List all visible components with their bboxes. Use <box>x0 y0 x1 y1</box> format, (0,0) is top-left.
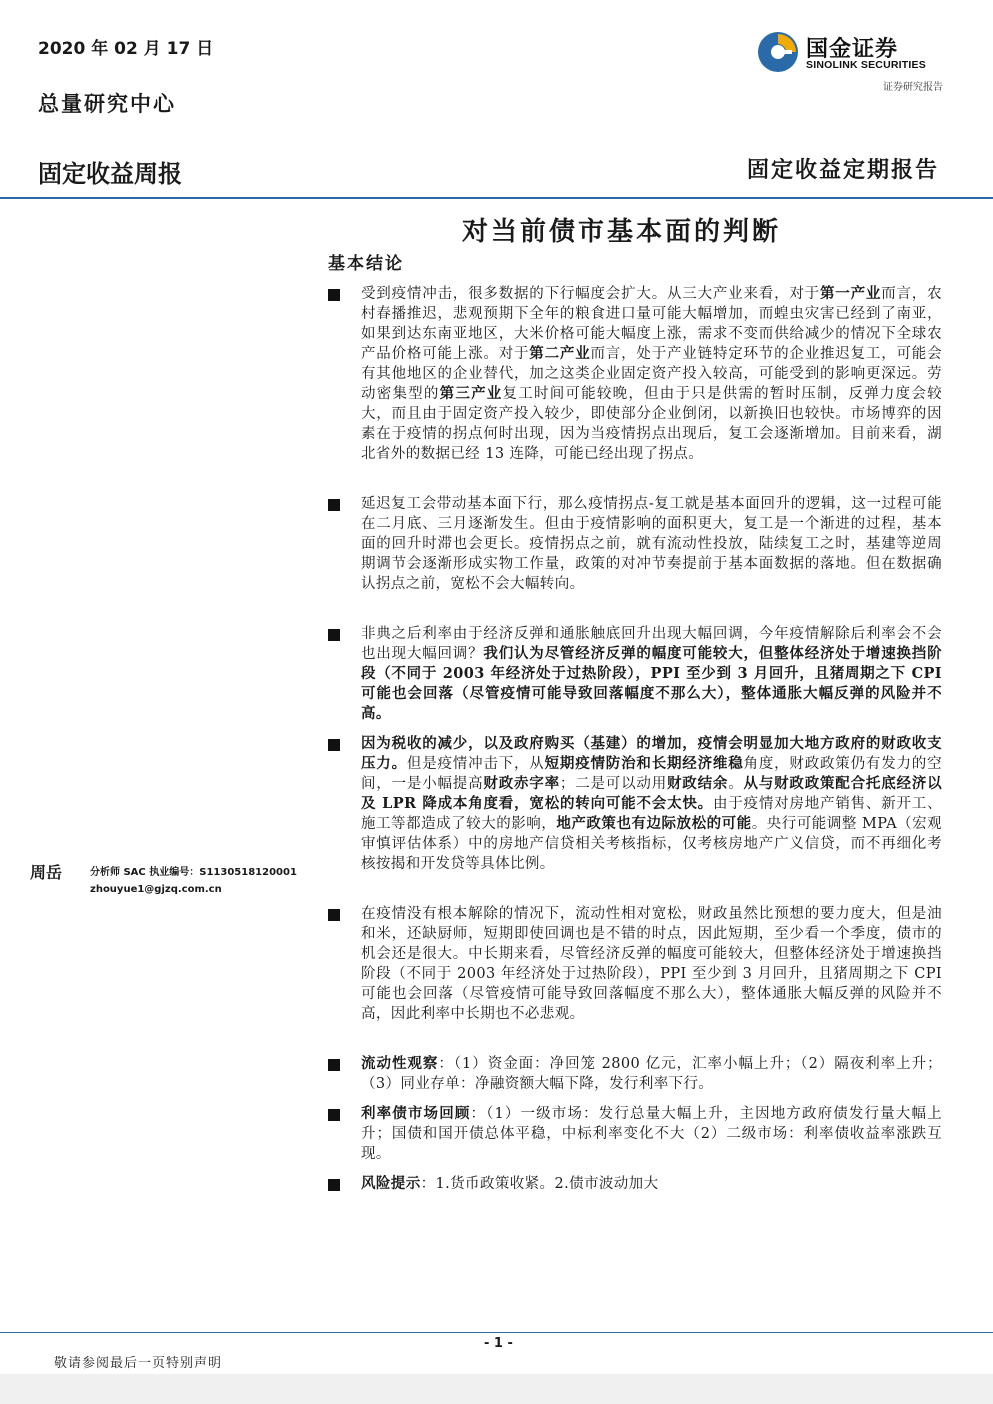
conclusion-paragraph <box>361 624 942 724</box>
emphasis-text: 第二产业 <box>529 345 591 362</box>
analyst-email[interactable]: zhouyue1@gjzq.com.cn <box>90 884 222 895</box>
logo-mark-icon <box>756 30 800 74</box>
bullet-icon <box>328 739 340 751</box>
emphasis-text: 短期疫情防治和长期经济维稳 <box>544 755 744 772</box>
logo-chinese-text: 国金证券 <box>806 37 899 62</box>
body-text: 受到疫情冲击，很多数据的下行幅度会扩大。从三大产业来看，对于 <box>361 286 820 302</box>
body-text: 。 <box>728 776 744 792</box>
body-text: 角度，财政政策仍有发力的空间，一是小幅提高 <box>361 756 943 792</box>
bullet-icon <box>328 499 340 511</box>
emphasis-text: 第三产业 <box>439 385 503 402</box>
report-category: 固定收益定期报告 <box>746 157 939 183</box>
bullet-icon <box>328 1059 340 1071</box>
body-text: 延迟复工会带动基本面下行，那么疫情拐点-复工就是基本面回升的逻辑，这一过程可能在二月底、三月逐渐发生。但由于疫情影响的面积更大，复工是一个渐进的过程，基本面的回升时滞也会更长。疫情拐点之前，就有流动性投放，陆续复工之时，基建等逆周期调节会逐渐形成实物工作量，政策的对冲节奏提前于基本面数据的落地。但在数据确认拐点之前，宽松不会大幅转向。 <box>361 496 942 592</box>
conclusion-paragraph <box>361 494 942 594</box>
bullet-icon <box>328 289 340 301</box>
emphasis-text: 风险提示 <box>361 1175 421 1192</box>
body-text: ：（1）资金面：净回笼 2800 亿元，汇率小幅上升；（2）隔夜利率上升；（3）同业存单：净融资额大幅下降，发行利率下行。 <box>361 1056 942 1092</box>
conclusion-paragraph <box>361 1174 942 1194</box>
analyst-sac-number: 分析师 SAC 执业编号：S1130518120001 <box>90 867 297 878</box>
conclusion-paragraph <box>361 904 942 1024</box>
body-text: ：（1）一级市场：发行总量大幅上升，主因地方政府债发行量大幅上升；国债和国开债总体平稳，中标利率变化不大（2）二级市场：利率债收益率涨跌互现。 <box>361 1106 942 1162</box>
department-name: 总量研究中心 <box>38 91 176 116</box>
bullet-icon <box>328 629 340 641</box>
body-text: 而言，农村春播推迟，悲观预期下全年的粮食进口量可能大幅增加，而蝗虫灾害已经到了南亚，如果到达东南亚地区，大米价格可能大幅度上涨，需求不变而供给减少的情况下全球农产品价格可能上涨。对于 <box>361 286 942 362</box>
body-text: 复工时间可能较晚，但由于只是供需的暂时压制，反弹力度会较大，而且由于固定资产投入较少，即使部分企业倒闭，以新换旧也较快。市场博弈的因素在于疫情的拐点何时出现，因为当疫情拐点出现后，复工会逐渐增加。目前来看，湖北省外的数据已经 13 连降，可能已经出现了拐点。 <box>361 386 942 462</box>
body-text: 但是疫情冲击下，从 <box>406 756 545 772</box>
footer-divider <box>0 1332 993 1333</box>
report-type: 固定收益周报 <box>38 160 182 188</box>
page-number: - 1 - <box>484 1336 513 1351</box>
bullet-icon <box>328 1109 340 1121</box>
report-date: 2020 年 02 月 17 日 <box>38 39 214 59</box>
body-text: 由于疫情对房地产销售、新开工、施工等都造成了较大的影响， <box>361 796 942 832</box>
conclusion-paragraph <box>361 734 942 874</box>
emphasis-text: 财政赤字率 <box>483 775 560 792</box>
analyst-info <box>90 864 297 898</box>
header-divider <box>0 197 993 199</box>
logo-english-text: SINOLINK SECURITIES <box>806 59 926 71</box>
body-text: 在疫情没有根本解除的情况下，流动性相对宽松，财政虽然比预想的要力度大，但是油和米，还缺厨师，短期即使回调也是不错的时点，因此短期，至少看一个季度，债市的机会还是很大。中长期来看，尽管经济反弹的幅度可能较大，但整体经济处于增速换挡阶段（不同于 2003 年经济处于过热阶段），PPI 至少到 3 月回升，且猪周期之下 CPI 可能也会回落（尽管疫情可能导致回落幅度不那么大），整体通胀大幅反弹的风险并不高，因此利率中长期也不必悲观。 <box>361 906 942 1022</box>
emphasis-text: 利率债市场回顾 <box>361 1105 471 1122</box>
analyst-name: 周岳 <box>30 863 63 882</box>
company-logo <box>756 30 946 78</box>
bullet-icon <box>328 909 340 921</box>
conclusion-paragraph <box>361 1054 942 1094</box>
body-text: 。央行可能调整 MPA（宏观审慎评估体系）中的房地产信贷相关考核指标，仅考核房地产广义信贷，而不再细化考核按揭和开发贷等具体比例。 <box>361 816 943 872</box>
emphasis-text: 我们认为尽管经济反弹的幅度可能较大，但整体经济处于增速换挡阶段（不同于 2003 年经济处于过热阶段），PPI 至少到 3 月回升，且猪周期之下 CPI 可能也会回落（尽管疫情可能导致回落幅度不那么大），整体通胀大幅反弹的风险并不高。 <box>361 645 943 722</box>
disclaimer-note: 敬请参阅最后一页特别声明 <box>54 1356 223 1371</box>
emphasis-text: 第一产业 <box>819 285 882 302</box>
report-kind-label: 证券研究报告 <box>883 82 943 93</box>
body-text: 而言，处于产业链特定环节的企业推迟复工，可能会有其他地区的企业替代，加之这类企业固定资产投入较高，可能受到的影响更深远。劳动密集型的 <box>361 346 942 402</box>
emphasis-text: 因为税收的减少，以及政府购买（基建）的增加，疫情会明显加大地方政府的财政收支压力。 <box>361 735 942 772</box>
body-text: 非典之后利率由于经济反弹和通胀触底回升出现大幅回调，今年疫情解除后利率会不会也出现大幅回调？ <box>361 626 942 662</box>
emphasis-text: 财政结余 <box>667 775 729 792</box>
footer-band <box>0 1374 993 1404</box>
conclusion-paragraph <box>361 1104 942 1164</box>
body-text: ：1.货币政策收紧。2.债市波动加大 <box>420 1176 659 1192</box>
emphasis-text: 流动性观察 <box>361 1055 439 1072</box>
emphasis-text: 地产政策也有边际放松的可能 <box>556 815 752 832</box>
body-text: ；二是可以动用 <box>559 776 667 792</box>
report-title: 对当前债市基本面的判断 <box>462 217 782 247</box>
section-heading: 基本结论 <box>328 254 404 274</box>
emphasis-text: 从与财政政策配合托底经济以及 LPR 降成本角度看，宽松的转向可能不会太快。 <box>361 775 943 812</box>
conclusion-paragraph <box>361 284 942 464</box>
bullet-icon <box>328 1179 340 1191</box>
